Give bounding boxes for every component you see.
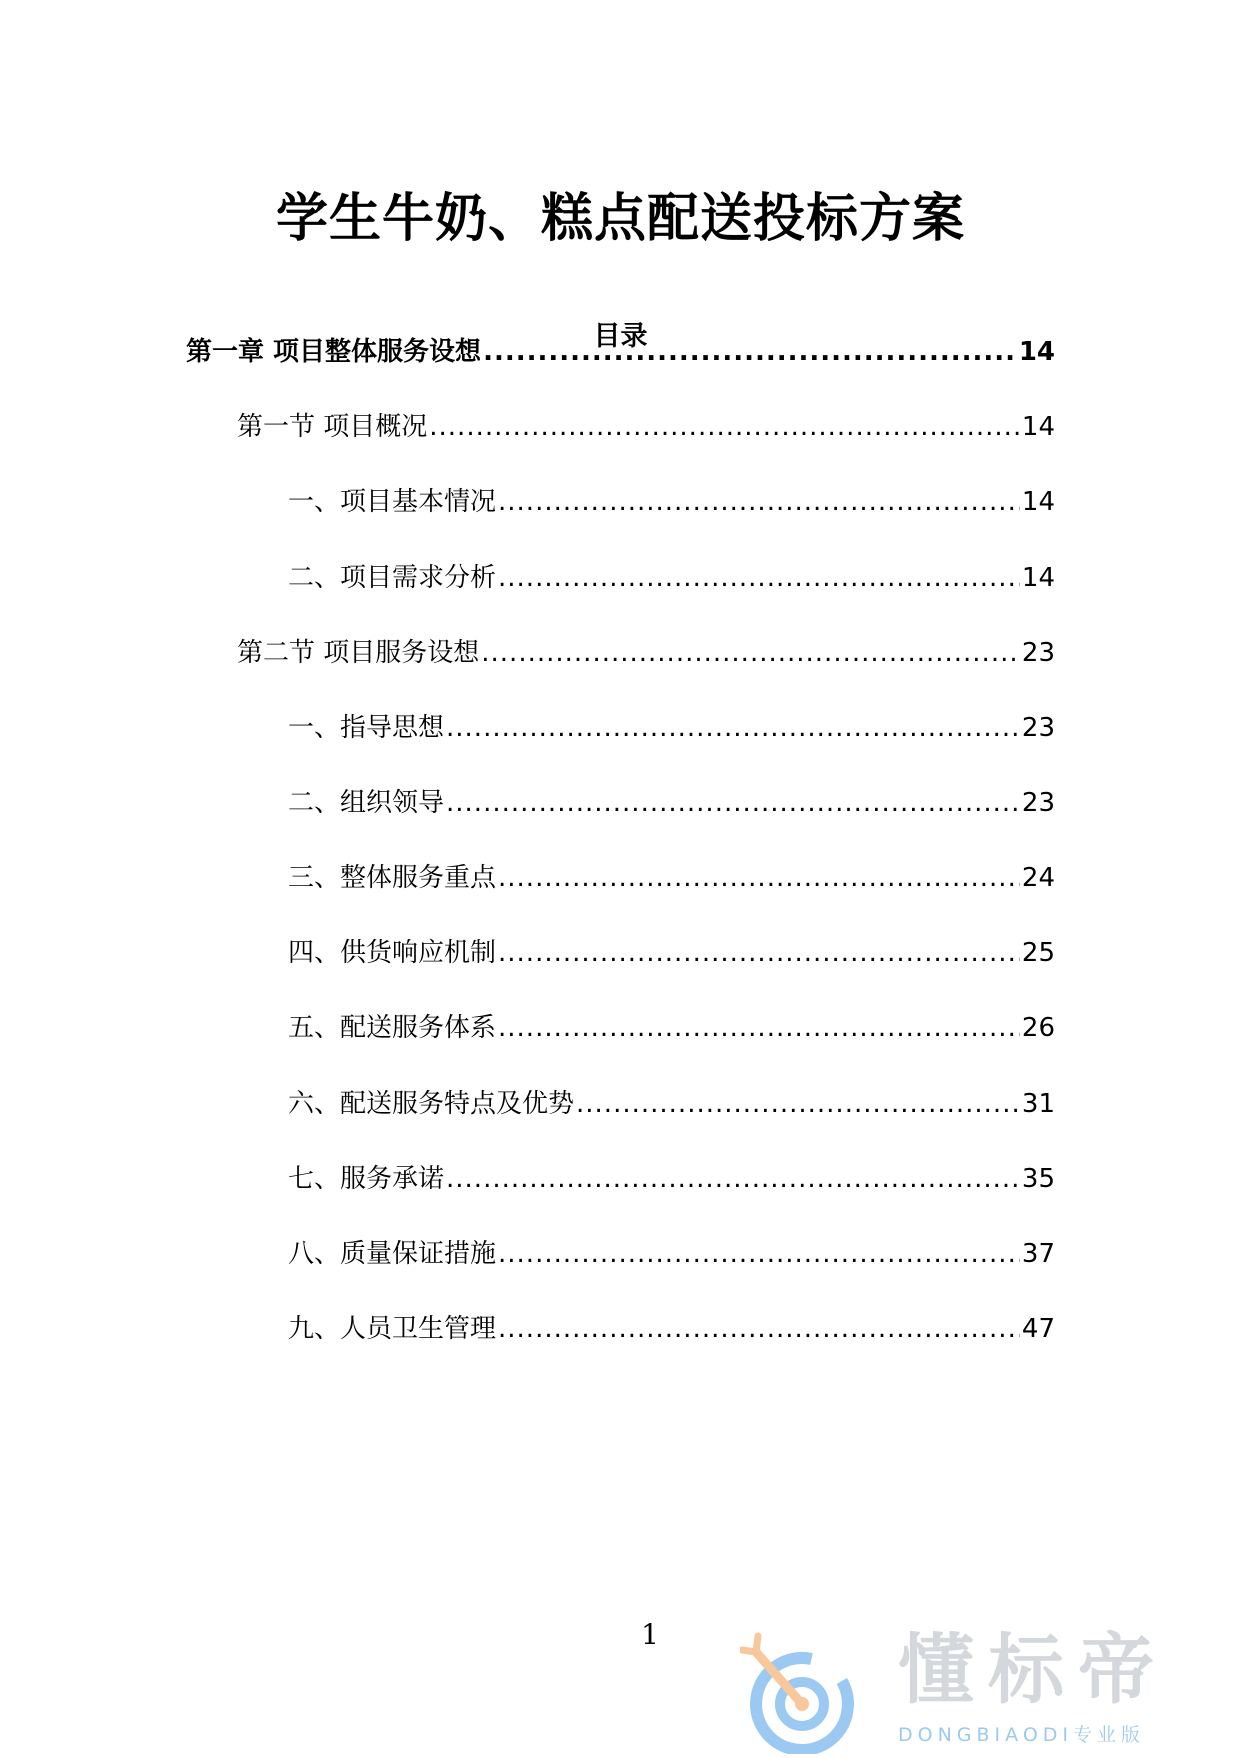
toc-entry[interactable]	[288, 482, 1055, 522]
toc-page-number: 23	[1021, 638, 1055, 668]
toc-dot-leader	[446, 783, 1020, 823]
toc-entry[interactable]	[288, 558, 1055, 598]
toc-dot-leader	[446, 708, 1020, 748]
toc-dot-leader	[576, 1084, 1020, 1124]
toc-page-number: 14	[1021, 412, 1055, 442]
toc-entry[interactable]	[288, 1234, 1055, 1274]
toc-entry[interactable]	[288, 708, 1055, 748]
toc-page-number: 14	[1021, 563, 1055, 593]
toc-dot-leader	[498, 558, 1020, 598]
toc-entry[interactable]	[288, 933, 1055, 973]
toc-entry-title: 一、指导思想	[288, 713, 445, 743]
toc-entry-title: 一、项目基本情况	[288, 487, 497, 517]
page-number: 1	[641, 1618, 659, 1651]
toc-page-number: 23	[1021, 713, 1055, 743]
toc-page-number: 35	[1021, 1164, 1055, 1194]
toc-dot-leader	[498, 482, 1020, 522]
toc-entry[interactable]	[288, 783, 1055, 823]
toc-entry-title: 九、人员卫生管理	[288, 1314, 497, 1344]
toc-entry[interactable]	[237, 407, 1055, 447]
toc-page-number: 31	[1021, 1089, 1055, 1119]
toc-entry-title: 二、组织领导	[288, 788, 445, 818]
toc-page-number: 26	[1021, 1013, 1055, 1043]
toc-entry-title: 五、配送服务体系	[288, 1013, 497, 1043]
toc-page-number: 47	[1021, 1314, 1055, 1344]
toc-dot-leader	[429, 407, 1020, 447]
toc-page-number: 14	[1018, 337, 1055, 367]
toc-entry-title: 八、质量保证措施	[288, 1239, 497, 1269]
toc-entry[interactable]	[237, 633, 1055, 673]
document-title: 学生牛奶、糕点配送投标方案	[275, 189, 965, 249]
toc-entry-title: 六、配送服务特点及优势	[288, 1089, 575, 1119]
toc-page-number: 24	[1021, 863, 1055, 893]
toc-entry-title: 四、供货响应机制	[288, 938, 497, 968]
toc-entry-title: 第一节 项目概况	[237, 412, 428, 442]
toc-page-number: 14	[1021, 487, 1055, 517]
toc-dot-leader	[498, 1008, 1020, 1048]
toc-dot-leader	[446, 1159, 1020, 1199]
toc-entry[interactable]	[288, 1159, 1055, 1199]
target-icon	[740, 1630, 890, 1754]
toc-entry[interactable]	[288, 1309, 1055, 1349]
toc-page-number: 25	[1021, 938, 1055, 968]
toc-dot-leader	[481, 633, 1020, 673]
watermark-logo	[740, 1625, 1220, 1754]
toc-entry-title: 三、整体服务重点	[288, 863, 497, 893]
toc-page-number: 23	[1021, 788, 1055, 818]
toc-entry[interactable]	[288, 1084, 1055, 1124]
toc-entry[interactable]	[186, 332, 1055, 372]
toc-dot-leader	[498, 1234, 1020, 1274]
watermark-subtitle: DONGBIAODI专业版	[898, 1724, 1146, 1746]
toc-entry-title: 七、服务承诺	[288, 1164, 445, 1194]
toc-entry[interactable]	[288, 858, 1055, 898]
toc-entry-title: 第一章 项目整体服务设想	[186, 337, 482, 367]
toc-heading: 目录	[593, 321, 648, 352]
toc-entry-title: 第二节 项目服务设想	[237, 638, 480, 668]
toc-page-number: 37	[1021, 1239, 1055, 1269]
toc-dot-leader	[498, 1309, 1020, 1349]
watermark-brand: 懂标帝	[898, 1625, 1168, 1714]
toc-dot-leader	[498, 933, 1020, 973]
toc-dot-leader	[498, 858, 1020, 898]
toc-dot-leader	[483, 332, 1017, 372]
toc-entry[interactable]	[288, 1008, 1055, 1048]
toc-entry-title: 二、项目需求分析	[288, 563, 497, 593]
